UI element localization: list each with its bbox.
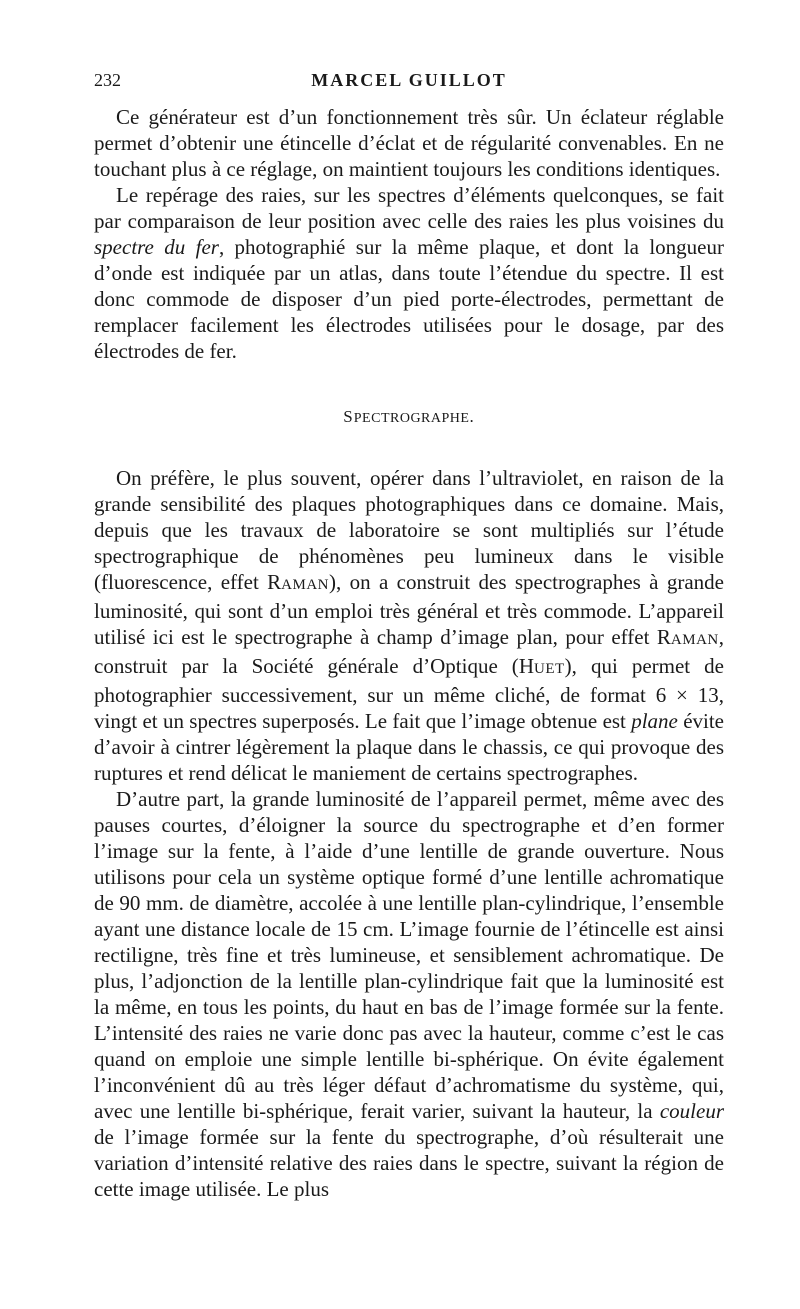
name-huet: [519, 654, 565, 678]
paragraph-text: On préfère, le plus souvent, opérer dans l’ultraviolet, en raison de la grande sensibilité des plaques photographiques dans ce domaine. Mais, depuis que les travaux de laboratoire se sont multipliés sur l’étude spectrographique de phénomènes peu lumineux dans le visible (fluorescence, effet: [94, 466, 724, 594]
paragraph-text: Le repérage des raies, sur les spectres d’éléments quelconques, se fait par comparaison de leur position avec celle des raies les plus voisines du: [94, 183, 724, 233]
paragraph-text: ), on a construit des spectrographes à grande luminosité, qui sont d’un emploi très général et très commode. L’appareil utilisé ici est le spectrographe à champ d’image plan, pour effet: [94, 570, 724, 649]
name-initial: R: [267, 570, 282, 594]
italic-term: spectre du fer: [94, 235, 219, 259]
paragraph-text: , photographié sur la même plaque, et dont la longueur d’onde est indiquée par un atlas, dans toute l’étendue du spectre. Il est donc commode de disposer d’un pied porte-électrodes, permettant de remplacer facilement les électrodes utilisées pour le dosage, par des électrodes de fer.: [94, 235, 724, 363]
paragraph-generator: Ce générateur est d’un fonctionnement très sûr. Un éclateur réglable permet d’obtenir une étincelle d’éclat et de régularité convenables. En ne touchant plus à ce réglage, on maintient toujours les conditions identiques.: [94, 105, 724, 181]
page-number: 232: [94, 70, 121, 90]
heading-period: .: [469, 407, 475, 426]
paragraph-text: ), qui permet de photographier successivement, sur un même cliché, de format 6 × 13, vingt et un spectres superposés. Le fait que l’image obtenue est: [94, 654, 724, 733]
name-initial: H: [518, 654, 534, 678]
name-raman: [657, 625, 719, 649]
heading-initial: S: [343, 407, 354, 426]
section-heading-spectrographe: [94, 407, 724, 427]
name-small-caps: AMAN: [281, 577, 330, 593]
page-body: [94, 104, 724, 1202]
page-header: [94, 70, 724, 100]
paragraph-spectrograph: [94, 465, 724, 786]
running-title: MARCEL GUILLOT: [311, 70, 507, 90]
name-small-caps: UET: [533, 661, 565, 677]
italic-term: couleur: [659, 1099, 724, 1123]
paragraph-text: D’autre part, la grande luminosité de l’appareil permet, même avec des pauses courtes, d’éloigner la source du spectrographe et d’en former l’image sur la fente, à l’aide d’une lentille de grande ouverture. Nous utilisons pour cela un système optique formé d’une lentille achromatique de 90 mm. de diamètre, accolée à une lentille plan-cylindrique, l’ensemble ayant une distance locale de 15 cm. L’image fournie de l’étincelle est ainsi rectiligne, très fine et très lumineuse, et sensiblement achromatique. De plus, l’adjonction de la lentille plan-cylindrique fait que la luminosité est la même, en tous les points, du haut en bas de l’image formée sur la fente. L’intensité des raies ne varie donc pas avec la hauteur, comme c’est le cas quand on emploie une simple lentille bi-sphérique. On évite également l’inconvénient dû au très léger défaut d’achromatisme du système, qui, avec une lentille bi-sphérique, ferait varier, suivant la hauteur, la: [94, 787, 724, 1123]
italic-term: plane: [631, 709, 678, 733]
paragraph-text: , construit par la Société générale d’Optique (: [94, 625, 724, 678]
name-initial: R: [656, 625, 671, 649]
name-small-caps: AMAN: [670, 632, 719, 648]
heading-small-caps: PECTROGRAPHE: [353, 411, 470, 426]
paragraph-text: de l’image formée sur la fente du spectrographe, d’où résulterait une variation d’intensité relative des raies dans le spectre, suivant la région de cette image utilisée. Le plus: [94, 1125, 724, 1201]
paragraph-luminosity: [94, 786, 724, 1202]
paragraph-line-identification: [94, 182, 724, 364]
paragraph-text: évite d’avoir à cintrer légèrement la plaque dans le chassis, ce qui provoque des ruptures et rend délicat le maniement de certains spectrographes.: [94, 709, 724, 785]
name-raman: [267, 570, 329, 594]
